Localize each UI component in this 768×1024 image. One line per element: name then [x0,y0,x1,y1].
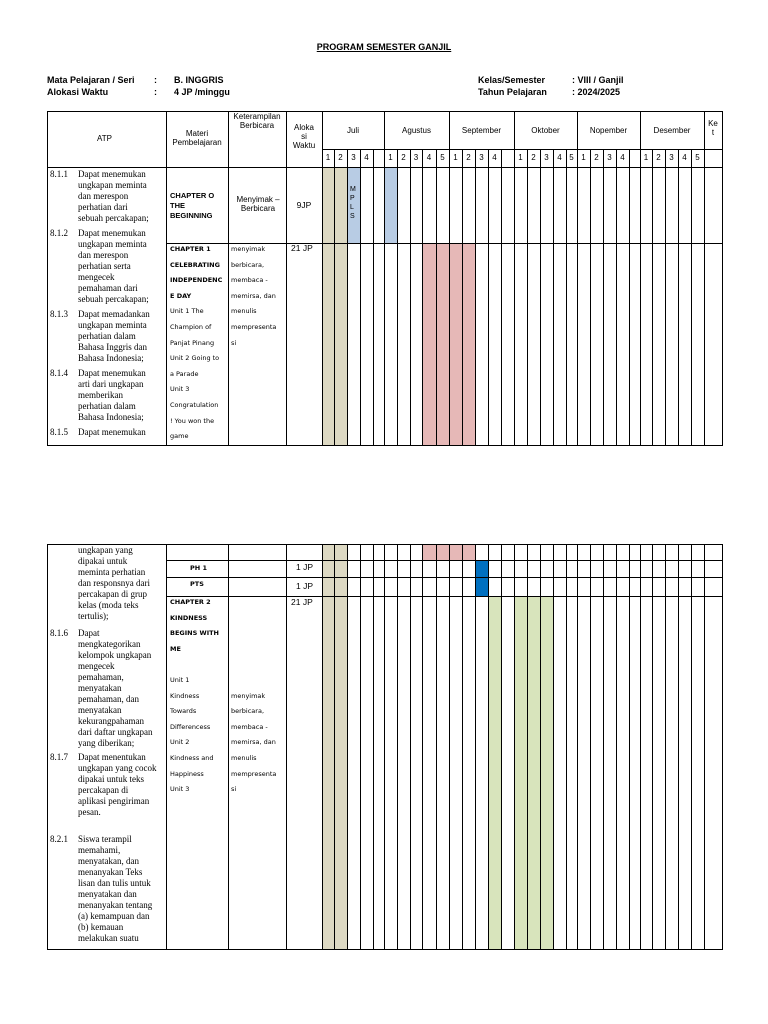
week-number: 3 [669,153,674,162]
alokasi-header: Aloka [293,123,314,132]
month-header-agustus: Agustus [402,126,431,135]
atp-text: kelas (moda teks [78,600,139,610]
week-number: 5 [440,153,445,162]
week-number: 3 [607,153,612,162]
week-number: 4 [364,153,369,162]
atp-text: kelompok ungkapan [78,650,152,660]
atp-text: arti dari ungkapan [78,379,144,389]
atp-text: Dapat menemukan [78,169,146,179]
chapter1-line: Unit 3 [170,385,190,394]
alokasi-value: 4 JP /minggu [174,87,230,97]
ph1-label: PH 1 [190,564,207,572]
chapter1-skills: menyimak [231,245,266,253]
week-number: 1 [581,153,586,162]
atp-text: perhatian dalam [78,401,136,411]
chapter2-units: Kindness [170,691,200,700]
chapter0-title: CHAPTER O [170,191,215,200]
atp-text: pemahaman dari [78,283,138,293]
week-number: 1 [518,153,523,162]
atp-number: 8.1.2 [50,228,68,238]
chapter1-fill [462,544,475,560]
atp-text: dan merespon [78,191,129,201]
keterampilan-header: Keterampilan [233,112,281,121]
month-header-oktober: Oktober [531,126,560,135]
mpls-label: L [350,204,354,211]
juli-week1-fill [322,544,334,949]
chapter2-units: Unit 1 [170,676,190,684]
chapter1-line: Unit 2 Going to [170,354,220,363]
week-number: 2 [401,153,406,162]
atp-text: melakukan suatu [78,933,139,943]
chapter1-line: a Parade [170,369,199,378]
atp-text: memahami, [78,845,121,855]
chapter2-units: Unit 3 [170,785,190,794]
atp-text: lisan dan tulis untuk [78,878,151,888]
atp-text: dan responsnya dari [78,578,150,588]
chapter1-line: Congratulation [170,401,219,409]
month-header-september: September [461,126,502,135]
chapter1-alokasi: 21 JP [291,243,313,253]
month-header-desember: Desember [653,126,691,135]
chapter2-fill [514,596,527,949]
atp-text: (a) kemampuan dan [78,911,150,921]
atp-text: Bahasa Inggris dan [78,342,147,352]
juli-week2-fill [334,167,347,445]
atp-text: pemahaman, dan [78,694,139,704]
chapter2-units: Unit 2 [170,738,190,747]
chapter0-alokasi: 9JP [296,200,312,210]
atp-text: menyatakan dan [78,889,137,899]
chapter2-title: ME [170,644,181,653]
atp-text: meminta perhatian [78,567,146,577]
atp-text: ungkapan yang cocok [78,763,157,773]
week-number: 2 [466,153,471,162]
chapter1-skills: memirsa, dan [231,291,276,300]
atp-text: perhatian serta [78,261,131,271]
chapter2-skills: si [231,785,237,794]
chapter1-line: Panjat Pinang [170,338,215,347]
mapel-label: Mata Pelajaran / Seri [47,75,135,85]
kelas-value: : VIII / Ganjil [572,75,624,85]
chapter2-title: BEGINS WITH [170,629,219,638]
atp-text: Dapat menemukan [78,228,146,238]
atp-text: dan merespon [78,250,129,260]
chapter2-units: Differencess [170,722,211,731]
juli-week2-fill [334,544,347,949]
week-number: 3 [413,153,419,162]
chapter1-fill [436,243,449,445]
atp-text: Dapat memadankan [78,309,150,319]
atp-text: menyatakan [78,683,122,693]
chapter1-line: Unit 1 The [170,307,204,316]
chapter1-line: CHAPTER 1 [170,245,211,253]
atp-text: perhatian dari [78,202,128,212]
atp-text: menyatakan [78,705,122,715]
atp-text: percakapan di [78,785,129,795]
atp-text: mengecek [78,272,115,282]
atp-number: 8.1.6 [50,628,68,638]
atp-text: dari daftar ungkapan [78,727,153,737]
tahun-label: Tahun Pelajaran [478,87,547,97]
atp-text: Dapat menemukan [78,427,146,437]
chapter2-units: Kindness and [170,754,214,762]
atp-number: 8.1.4 [50,368,68,378]
chapter1-line: ! You won the [170,416,215,425]
mpls-label: P [350,195,355,202]
chapter2-title: CHAPTER 2 [170,598,211,606]
chapter1-fill [436,544,449,560]
atp-header: ATP [97,134,112,143]
chapter2-skills: membaca - [231,722,268,731]
week-number: 1 [388,153,393,162]
week-number: 1 [325,153,331,162]
chapter0-title: THE [170,201,185,210]
week-number: 1 [453,153,458,162]
week-number: 2 [531,153,536,162]
alokasi-header: si [301,132,307,141]
week-number: 4 [492,153,497,162]
chapter2-fill [540,596,553,949]
mpls-label: M [350,186,356,193]
chapter2-fill [527,596,540,949]
mpls-label: S [350,213,355,220]
chapter1-line: Champion of [170,323,212,331]
week-number: 5 [569,153,574,162]
week-number: 2 [594,153,599,162]
week-number: 3 [479,153,484,162]
chapter1-line: game [170,432,189,441]
week-number: 1 [643,153,649,162]
atp-text: Siswa terampil [78,834,132,844]
atp-text: dipakai untuk [78,556,128,566]
month-header-juli: Juli [346,126,359,135]
atp-number: 8.1.3 [50,309,68,319]
atp-text: ungkapan meminta [78,239,147,249]
mapel-value: B. INGGRIS [174,75,224,85]
atp-text: menanyakan tentang [78,900,153,910]
chapter1-line: CELEBRATING [170,260,220,269]
atp-number: 8.2.1 [50,834,68,844]
week-number: 2 [656,153,661,162]
juli-week1-fill [322,167,334,445]
chapter2-units: Happiness [170,769,204,778]
chapter2-alokasi: 21 JP [291,597,313,607]
materi-header: Materi [185,129,209,138]
week-number: 3 [351,153,356,162]
chapter1-line: INDEPENDENC [170,276,223,285]
atp-text: pesan. [78,807,101,817]
ph1-pts-fill [475,560,488,596]
atp-text: menyatakan, dan [78,856,139,866]
week-number: 4 [557,153,562,162]
atp-text: kekurangpahaman [78,716,144,726]
atp-text: pemahaman, [78,672,124,682]
atp-text: sebuah percakapan; [78,294,149,304]
materi-header: Pembelajaran [172,138,222,147]
chapter2-fill [488,596,501,949]
atp-text: Dapat menentukan [78,752,146,762]
chapter1-skills: membaca - [231,276,268,285]
chapter1-skills: si [231,338,237,347]
atp-text: menanyakan Teks [78,867,143,877]
atp-text: dipakai untuk teks [78,774,144,784]
chapter0-skills: Berbicara [240,204,276,213]
atp-text: perhatian dalam [78,331,136,341]
week-number: 5 [695,153,700,162]
chapter1-skills: menulis [231,307,257,316]
atp-text: Bahasa Indonesia; [78,353,144,363]
pts-label: PTS [190,580,204,588]
atp-text: Dapat [78,628,100,638]
week-number: 4 [426,153,432,162]
chapter1-fill [422,544,436,560]
atp-text: Dapat menemukan [78,368,146,378]
atp-text: aplikasi pengiriman [78,796,150,806]
ket-header: Ke [708,119,718,128]
chapter2-skills: berbicara, [231,707,265,716]
chapter2-title: KINDNESS [170,613,208,622]
tahun-value: : 2024/2025 [572,87,621,97]
atp-text: mengkategorikan [78,639,141,649]
atp-text: ungkapan meminta [78,320,147,330]
atp-number: 8.1.7 [50,752,68,762]
atp-text: percakapan di grup [78,589,147,599]
month-header-nopember: Nopember [589,126,628,135]
chapter1-skills: berbicara, [231,260,265,269]
atp-number: 8.1.5 [50,427,68,437]
chapter1-fill [449,243,462,445]
chapter2-units: Towards [170,707,197,716]
chapter1-skills: mempresenta [231,323,277,331]
pts-alokasi: 1 JP [296,581,314,591]
atp-text: mengecek [78,661,115,671]
chapter1-line: E DAY [170,291,192,300]
ket-header: t [711,128,715,137]
atp-text: memberikan [78,390,123,400]
chapter2-skills: menyimak [231,691,266,700]
ph1-alokasi: 1 JP [296,562,314,572]
agustus-week1-mpls-fill [384,167,397,243]
atp-text: sebuah percakapan; [78,213,149,223]
alokasi-label: Alokasi Waktu [47,87,109,97]
chapter2-skills: mempresenta [231,769,277,778]
kelas-label: Kelas/Semester [478,75,546,85]
chapter1-fill [449,544,462,560]
atp-text: tertulis); [78,611,109,621]
keterampilan-header: Berbicara [239,121,275,130]
atp-text: ungkapan yang [78,545,133,555]
week-number: 4 [682,153,687,162]
alokasi-colon: : [154,87,157,97]
mapel-colon: : [154,75,157,85]
chapter2-skills: menulis [231,754,257,762]
chapter0-title: BEGINNING [170,211,213,220]
chapter1-fill [462,243,475,445]
atp-number: 8.1.1 [50,169,68,179]
chapter1-fill [422,243,436,445]
chapter0-skills: Menyimak – [236,195,280,204]
week-number: 3 [544,153,549,162]
week-number: 4 [620,153,625,162]
alokasi-header: Waktu [292,141,316,150]
atp-text: Bahasa Indonesia; [78,412,144,422]
document-title: PROGRAM SEMESTER GANJIL [316,42,452,52]
chapter2-skills: memirsa, dan [231,738,276,747]
atp-text: ungkapan meminta [78,180,147,190]
atp-text: (b) kemauan [78,922,124,932]
week-number: 2 [338,153,343,162]
atp-text: yang diberikan; [78,738,135,748]
